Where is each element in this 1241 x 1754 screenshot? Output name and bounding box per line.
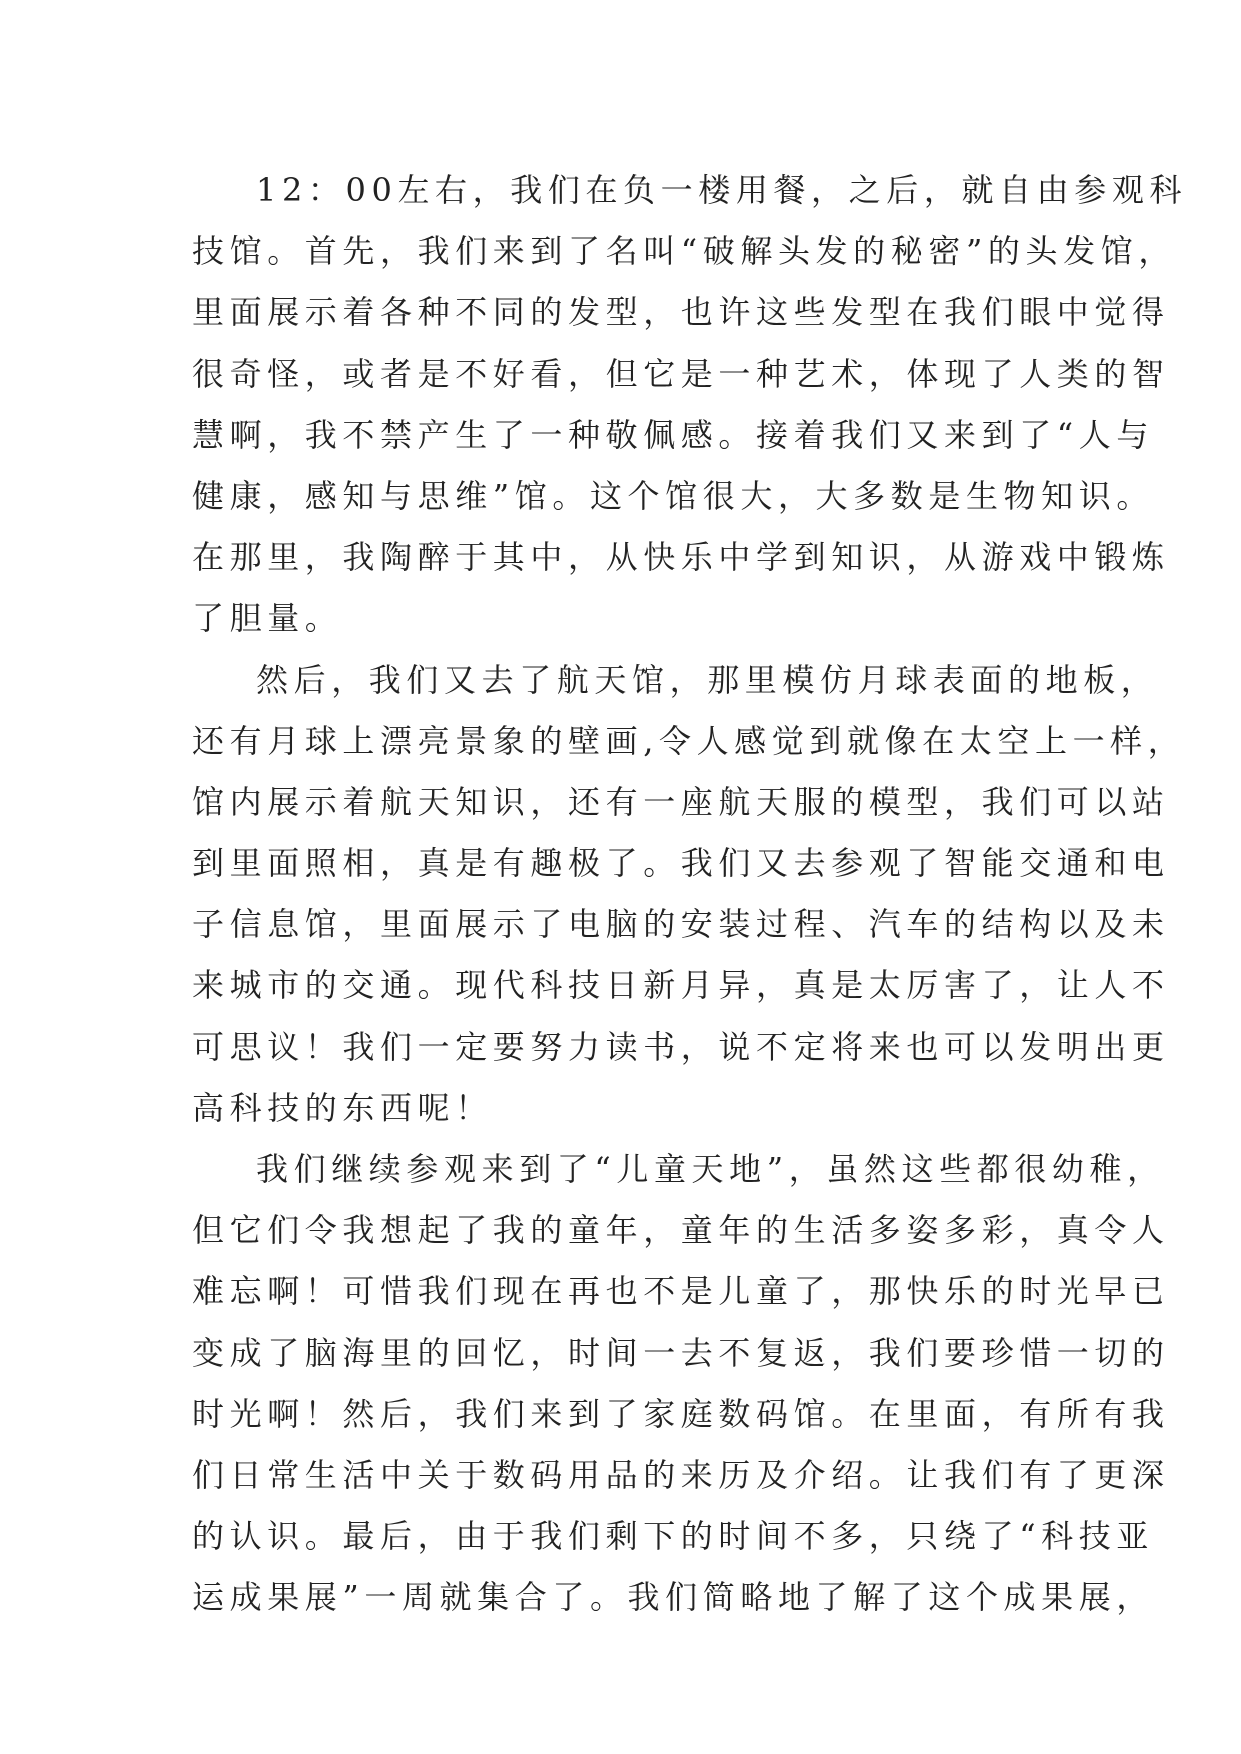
text-line: 很奇怪，或者是不好看，但它是一种艺术，体现了人类的智 xyxy=(192,354,1170,393)
text-line: 但它们令我想起了我的童年，童年的生活多姿多彩，真令人 xyxy=(192,1211,1170,1250)
text-line: 慧啊，我不禁产生了一种敬佩感。接着我们又来到了“人与 xyxy=(192,415,1154,454)
text-line: 12：00左右，我们在负一楼用餐，之后，就自由参观科 xyxy=(256,171,1188,209)
text-line: 变成了脑海里的回忆，时间一去不复返，我们要珍惜一切的 xyxy=(192,1333,1170,1372)
text-line: 来城市的交通。现代科技日新月异，真是太厉害了，让人不 xyxy=(192,966,1170,1005)
text-line: 馆内展示着航天知识，还有一座航天服的模型，我们可以站 xyxy=(192,782,1170,821)
text-line: 的认识。最后，由于我们剩下的时间不多，只绕了“科技亚 xyxy=(192,1517,1154,1556)
text-line: 高科技的东西呢！ xyxy=(192,1088,493,1127)
text-line: 技馆。首先，我们来到了名叫“破解头发的秘密”的头发馆， xyxy=(192,232,1176,271)
text-line: 时光啊！然后，我们来到了家庭数码馆。在里面，有所有我 xyxy=(192,1394,1170,1433)
text-line: 子信息馆，里面展示了电脑的安装过程、汽车的结构以及未 xyxy=(192,905,1170,944)
text-line: 里面展示着各种不同的发型，也许这些发型在我们眼中觉得 xyxy=(192,293,1170,332)
text-line: 然后，我们又去了航天馆，那里模仿月球表面的地板， xyxy=(256,660,1159,699)
body-text xyxy=(192,160,1188,1629)
text-line: 在那里，我陶醉于其中，从快乐中学到知识，从游戏中锻炼 xyxy=(192,538,1170,577)
text-line: 难忘啊！可惜我们现在再也不是儿童了，那快乐的时光早已 xyxy=(192,1272,1170,1311)
text-line: 们日常生活中关于数码用品的来历及介绍。让我们有了更深 xyxy=(192,1455,1170,1494)
text-line: 我们继续参观来到了“儿童天地”，虽然这些都很幼稚， xyxy=(256,1150,1165,1188)
text-line: 运成果展”一周就集合了。我们简略地了解了这个成果展， xyxy=(192,1578,1154,1617)
text-line: 健康，感知与思维”馆。这个馆很大，大多数是生物知识。 xyxy=(192,476,1154,515)
text-line: 可思议！我们一定要努力读书，说不定将来也可以发明出更 xyxy=(192,1027,1170,1066)
text-line: 还有月球上漂亮景象的壁画,令人感觉到就像在太空上一样， xyxy=(192,721,1186,760)
text-line: 了胆量。 xyxy=(192,599,343,638)
text-line: 到里面照相，真是有趣极了。我们又去参观了智能交通和电 xyxy=(192,844,1170,883)
